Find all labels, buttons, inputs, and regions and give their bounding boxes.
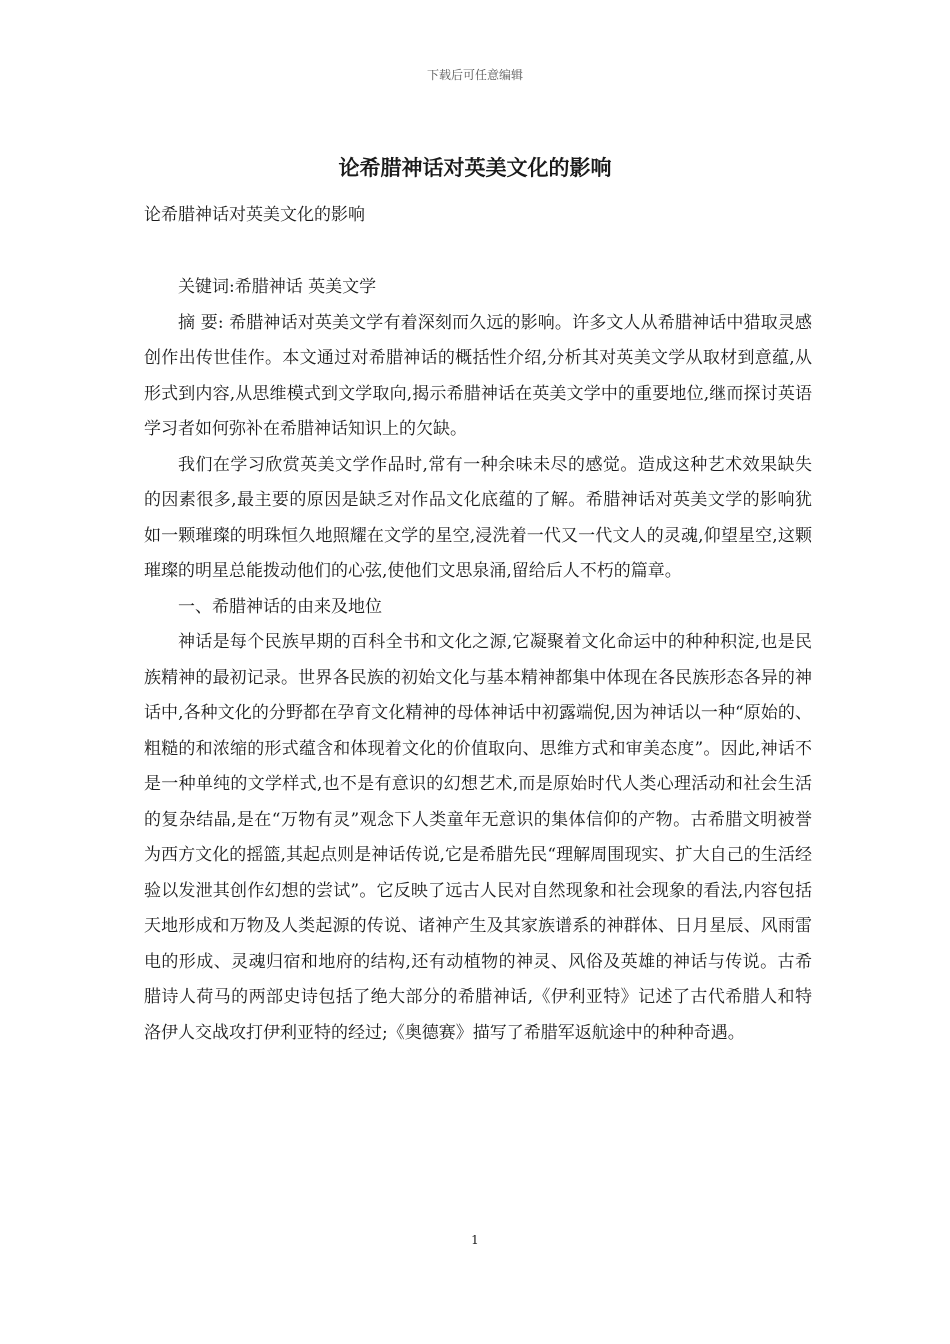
page-header-note: 下载后可任意编辑 (426, 68, 523, 82)
document-title: 论希腊神话对英美文化的影响 (338, 155, 612, 180)
intro-paragraph: 我们在学习欣赏英美文学作品时,常有一种余味未尽的感觉。造成这种艺术效果缺失的因素很多,最主要的原因是缺乏对作品文化底蕴的了解。希腊神话对英美文学的影响犹如一颗璀璨的明珠恒久地照耀在文学的星空,浸洗着一代又一代文人的灵魂,仰望星空,这颗璀璨的明星总能拨动他们的心弦,使他们文思泉涌,留给后人不朽的篇章。 (144, 454, 812, 581)
page-number: 1 (471, 1233, 479, 1247)
keywords-line: 关键词:希腊神话 英美文学 (178, 277, 377, 297)
section-heading: 一、希腊神话的由来及地位 (178, 596, 382, 617)
abstract-paragraph: 摘 要: 希腊神话对英美文学有着深刻而久远的影响。许多文人从希腊神话中猎取灵感创作出传世佳作。本文通过对希腊神话的概括性介绍,分析其对英美文学从取材到意蕴,从形式到内容,从思维模式到文学取向,揭示希腊神话在英美文学中的重要地位,继而探讨英语学习者如何弥补在希腊神话知识上的欠缺。 (144, 312, 812, 439)
document-subtitle: 论希腊神话对英美文化的影响 (144, 205, 365, 225)
body-paragraph: 神话是每个民族早期的百科全书和文化之源,它凝聚着文化命运中的种种积淀,也是民族精神的最初记录。世界各民族的初始文化与基本精神都集中体现在各民族形态各异的神话中,各种文化的分野都在孕育文化精神的母体神话中初露端倪,因为神话以一种“原始的、粗糙的和浓缩的形式蕴含和体现着文化的价值取向、思维方式和审美态度”。因此,神话不是一种单纯的文学样式,也不是有意识的幻想艺术,而是原始时代人类心理活动和社会生活的复杂结晶,是在“万物有灵”观念下人类童年无意识的集体信仰的产物。古希腊文明被誉为西方文化的摇篮,其起点则是神话传说,它是希腊先民“理解周围现实、扩大自己的生活经验以发泄其创作幻想的尝试”。它反映了远古人民对自然现象和社会现象的看法,内容包括天地形成和万物及人类起源的传说、诸神产生及其家族谱系的神群体、日月星辰、风雨雷电的形成、灵魂归宿和地府的结构,还有动植物的神灵、风俗及英雄的神话与传说。古希腊诗人荷马的两部史诗包括了绝大部分的希腊神话,《伊利亚特》记述了古代希腊人和特洛伊人交战攻打伊利亚特的经过;《奥德赛》描写了希腊军返航途中的种种奇遇。 (144, 632, 812, 1043)
document-body (144, 270, 812, 1051)
